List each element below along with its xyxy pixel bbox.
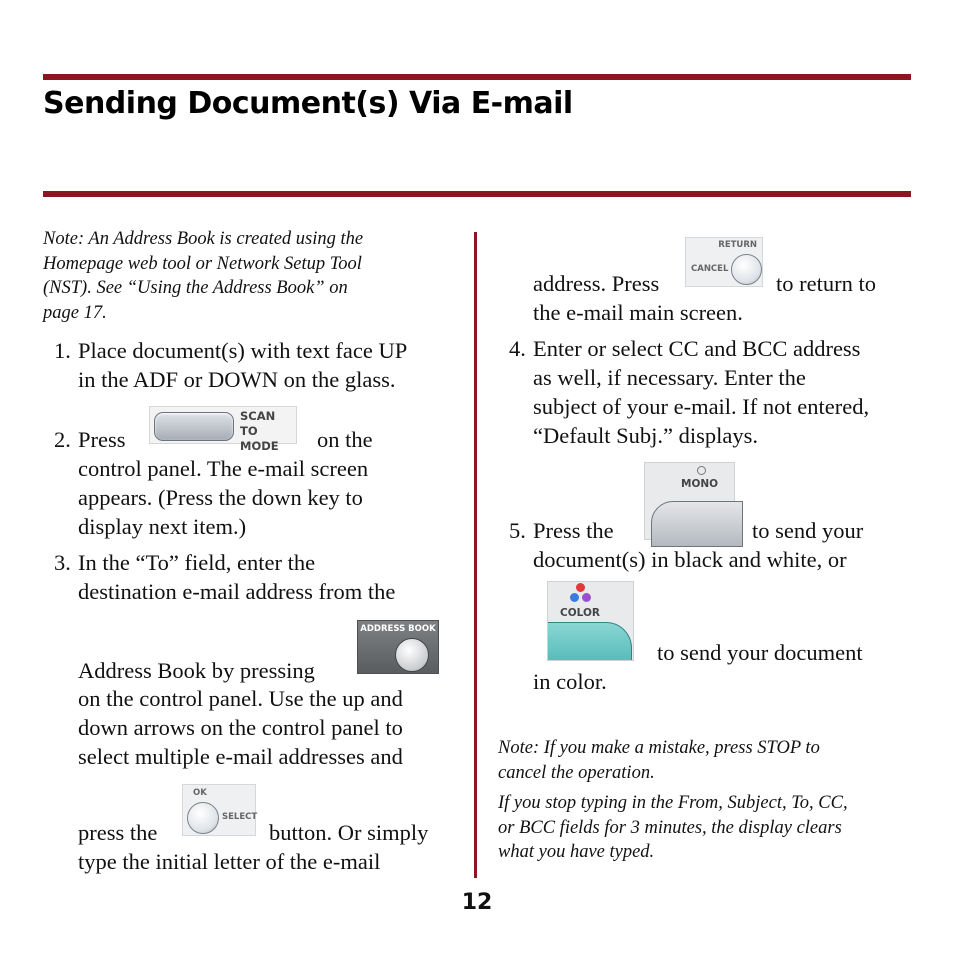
scan-to-mode-button-image: SCAN TO MODE	[149, 406, 297, 444]
step-4-number: 4.	[509, 336, 526, 361]
step-2-after: on the	[317, 427, 373, 452]
step-3-press: press the	[78, 820, 158, 845]
step-2-number: 2.	[54, 427, 71, 452]
step-1-number: 1.	[54, 338, 71, 363]
ok-round-key	[187, 802, 219, 834]
cont-address-press: address. Press	[533, 271, 660, 296]
page-title: Sending Document(s) Via E-mail	[43, 86, 573, 121]
step-3-after: button. Or simply	[269, 820, 429, 845]
step-3-address-book-line: Address Book by pressing	[78, 658, 315, 683]
column-divider	[474, 232, 477, 878]
address-book-round-key	[395, 638, 429, 672]
title-underline-rule	[43, 191, 911, 197]
mistake-note: Note: If you make a mistake, press STOP to cancel the operation.	[498, 738, 820, 783]
step-5-line-2: document(s) in black and white, or	[533, 547, 847, 572]
step-3-text: In the “To” field, enter the destination e-mail address from the	[78, 550, 396, 604]
step-1-text: Place document(s) with text face UP in the ADF or DOWN on the glass.	[78, 338, 408, 392]
mono-indicator-icon	[697, 466, 706, 475]
color-key	[547, 622, 632, 661]
scan-to-mode-key	[154, 412, 234, 441]
step-3-text-continued: on the control panel. Use the up and down arrows on the control panel to select multiple e-mail addresses and	[78, 686, 403, 769]
step-5-press: Press the	[533, 518, 614, 543]
top-rule	[43, 74, 911, 80]
step-5-line-4: in color.	[533, 669, 607, 694]
cont-line-2: the e-mail main screen.	[533, 300, 743, 325]
ok-select-button-image: OK SELECT	[182, 784, 256, 836]
address-book-note: Note: An Address Book is created using the Homepage web tool or Network Setup Tool (NST). See “Using the Address Book” on page 17.	[43, 229, 364, 323]
mono-key	[651, 501, 743, 547]
color-indicator-icon	[568, 583, 596, 607]
step-4-text: Enter or select CC and BCC address as well, if necessary. Enter the subject of your e-mail. If not entered, “Default Subj.” displays.	[533, 336, 870, 448]
step-3-number: 3.	[54, 550, 71, 575]
mono-button-image: MONO	[644, 462, 735, 540]
step-5-number: 5.	[509, 518, 526, 543]
cancel-round-key	[731, 254, 762, 285]
step-5-after: to send your	[752, 518, 864, 543]
step-5-color-after: to send your document	[657, 640, 863, 665]
page-number: 12	[461, 890, 493, 915]
step-2-press: Press	[78, 427, 126, 452]
address-book-button-image: ADDRESS BOOK	[357, 620, 439, 674]
color-button-image: COLOR	[547, 581, 634, 661]
step-2-text: control panel. The e-mail screen appears. (Press the down key to display next item.)	[78, 456, 369, 539]
timeout-note: If you stop typing in the From, Subject, To, CC, or BCC fields for 3 minutes, the display clears what you have typed.	[498, 793, 848, 862]
cont-after: to return to	[776, 271, 876, 296]
return-cancel-button-image: RETURN CANCEL	[685, 237, 763, 287]
step-3-last-line: type the initial letter of the e-mail	[78, 849, 381, 874]
